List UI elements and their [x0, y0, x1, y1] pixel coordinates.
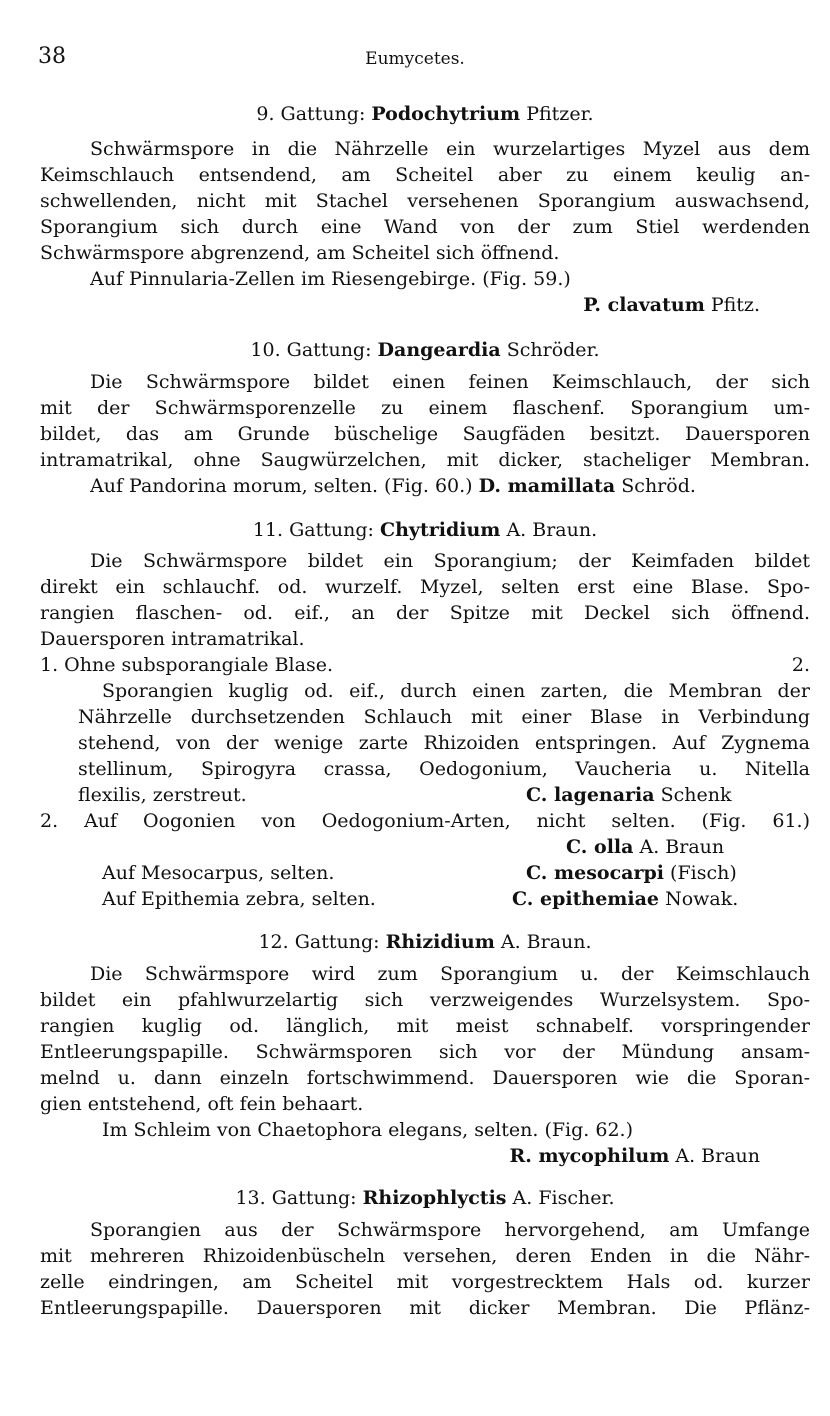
genus-heading-13: 13. Gattung: Rhizophlyctis A. Fischer. [235, 1187, 615, 1209]
text-line: Schwärmspore abgrenzend, am Scheitel sich öffnend. [40, 242, 560, 264]
text-line: schwellenden, nicht mit Stachel versehenen Sporangium auswachsend, [40, 190, 810, 212]
text-line: direkt ein schlauchf. od. wurzelf. Myzel, selten erst eine Blase. Spo- [40, 576, 810, 598]
text-line: mit mehreren Rhizoidenbüscheln versehen, deren Enden in die Nähr- [40, 1245, 810, 1267]
genus-heading-11: 11. Gattung: Chytridium A. Braun. [252, 519, 598, 541]
text-line: Die Schwärmspore wird zum Sporangium u. der Keimschlauch [90, 963, 810, 985]
text-line: Keimschlauch entsendend, am Scheitel aber zu einem keulig an- [40, 164, 810, 186]
text-line: Die Schwärmspore bildet einen feinen Keimschlauch, der sich [90, 371, 810, 393]
text-line: Dauersporen intramatrikal. [40, 628, 305, 650]
key-line: Auf Epithemia zebra, selten. C. epithemiae Nowak. [102, 888, 739, 910]
text-line: zelle eindringen, am Scheitel mit vorgestrecktem Hals od. kurzer [40, 1271, 810, 1293]
genus-heading-12: 12. Gattung: Rhizidium A. Braun. [258, 931, 592, 953]
text-line: Die Schwärmspore bildet ein Sporangium; der Keimfaden bildet [90, 550, 810, 572]
key-line: Nährzelle durchsetzenden Schlauch mit einer Blase in Verbindung [78, 706, 810, 728]
text-line: Sporangium sich durch eine Wand von der zum Stiel werdenden [40, 216, 810, 238]
species-line: Auf Pandorina morum, selten. (Fig. 60.) D. mamillata Schröd. [90, 475, 696, 497]
page-number: 38 [38, 44, 66, 69]
text-line: mit der Schwärmsporenzelle zu einem flaschenf. Sporangium um- [40, 397, 810, 419]
text-line: gien entstehend, oft fein behaart. [40, 1093, 364, 1115]
species-line: R. mycophilum A. Braun [509, 1145, 760, 1167]
running-title: Eumycetes. [365, 49, 465, 69]
genus-heading-9: 9. Gattung: Podochytrium Pfitzer. [256, 103, 594, 125]
text-line: Entleerungspapille. Schwärmsporen sich vor der Mündung ansam- [40, 1041, 810, 1063]
key-line: 2. Auf Oogonien von Oedogonium-Arten, nicht selten. (Fig. 61.) [40, 810, 810, 832]
text-line: Entleerungspapille. Dauersporen mit dicker Membran. Die Pflänz- [40, 1297, 810, 1319]
species-line: P. clavatum Pfitz. [583, 294, 760, 316]
text-line: Schwärmspore in die Nährzelle ein wurzelartiges Myzel aus dem [90, 138, 810, 160]
key-line: Auf Mesocarpus, selten. C. mesocarpi (Fisch) [102, 862, 737, 884]
key-line: 1. Ohne subsporangiale Blase. 2. [40, 654, 810, 676]
text-line: Sporangien aus der Schwärmspore hervorgehend, am Umfange [90, 1219, 810, 1241]
key-line: stellinum, Spirogyra crassa, Oedogonium, Vaucheria u. Nitella [78, 758, 810, 780]
key-line: Sporangien kuglig od. eif., durch einen zarten, die Membran der [102, 680, 810, 702]
text-line: bildet, das am Grunde büschelige Saugfäden besitzt. Dauersporen [40, 423, 810, 445]
text-line: Auf Pinnularia-Zellen im Riesengebirge. (Fig. 59.) [90, 268, 571, 290]
species-line: C. olla A. Braun [566, 836, 725, 858]
text-line: melnd u. dann einzeln fortschwimmend. Dauersporen wie die Sporan- [40, 1067, 810, 1089]
text-line: intramatrikal, ohne Saugwürzelchen, mit dicker, stacheliger Membran. [40, 449, 810, 471]
key-line: stehend, von der wenige zarte Rhizoiden entspringen. Auf Zygnema [78, 732, 810, 754]
genus-heading-10: 10. Gattung: Dangeardia Schröder. [250, 339, 600, 361]
key-line: flexilis, zerstreut. C. lagenaria Schenk [78, 784, 732, 806]
text-line: rangien flaschen- od. eif., an der Spitze mit Deckel sich öffnend. [40, 602, 810, 624]
text-line: Im Schleim von Chaetophora elegans, selten. (Fig. 62.) [102, 1119, 633, 1141]
text-line: rangien kuglig od. länglich, mit meist schnabelf. vorspringender [40, 1015, 810, 1037]
text-line: bildet ein pfahlwurzelartig sich verzweigendes Wurzelsystem. Spo- [40, 989, 810, 1011]
